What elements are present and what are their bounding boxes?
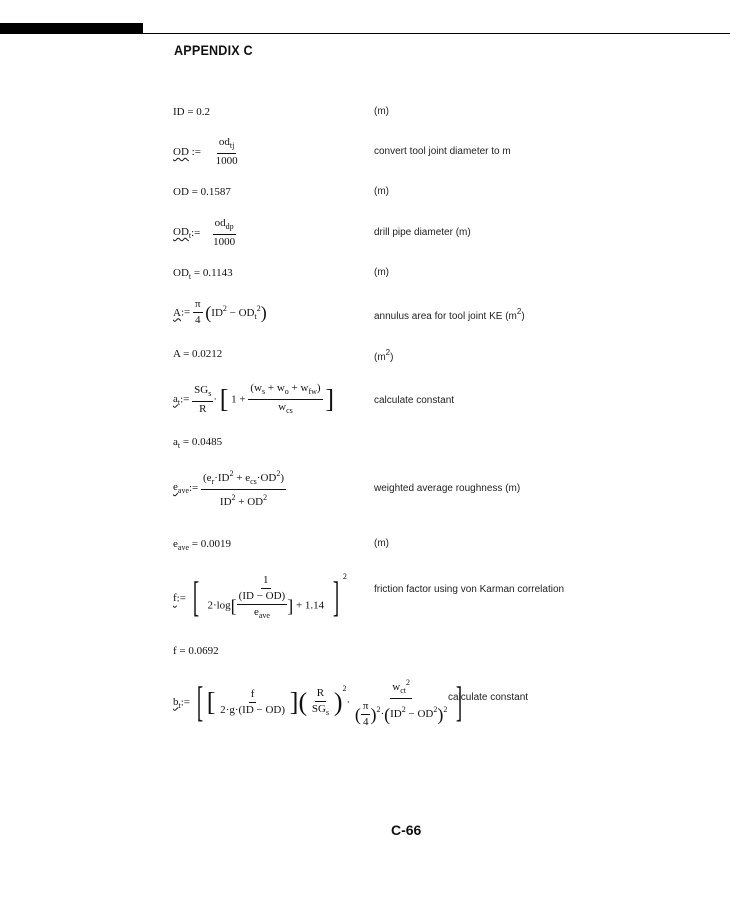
area-definition: A:= $\frac{\pi}{4}$ $(ID^2 - OD_t^2)$: [173, 298, 267, 326]
id-unit: (m): [374, 106, 389, 117]
f-note: friction factor using von Karman correlation: [374, 584, 565, 595]
eave-note: weighted average roughness (m): [374, 483, 521, 494]
eave-definition: $e_{ave}:=$ $\frac{(e_r\cdot ID^2 + e_{cs}\cdot OD^2)}{ID^2 + OD^2}$: [173, 469, 285, 508]
eave-value: $e_{ave} = 0.0019$: [173, 538, 231, 552]
area-unit: $(m^2)$: [374, 348, 394, 363]
f-definition: f:= [ 1 2·log[ $\frac{(ID - OD)}{e_{ave}}$ ] + 1.14 ] $^2$: [173, 572, 347, 622]
header-rule: [143, 33, 730, 34]
page-number: C-66: [391, 822, 422, 838]
od-note: convert tool joint diameter to m: [374, 146, 511, 157]
at-definition: $a_t:=$ $\frac{SG_s}{R}$ · [ 1 + $\frac{(w_s + w_o + w_{fw})}{w_{cs}}$ ]: [173, 382, 334, 415]
bt-note: calculate constant: [448, 692, 529, 703]
odt-note: drill pipe diameter (m): [374, 227, 471, 238]
od-definition: OD := $\frac{od_{tj}}{1000}$: [173, 136, 238, 167]
at-note: calculate constant: [374, 395, 455, 406]
od-unit: (m): [374, 186, 389, 197]
appendix-title: APPENDIX C: [174, 42, 253, 58]
odt-value: $OD_t = 0.1143$: [173, 267, 233, 281]
area-value: A = 0.0212: [173, 348, 223, 360]
id-value: ID = 0.2: [173, 106, 211, 118]
eave-unit: (m): [374, 538, 389, 549]
f-value: f = 0.0692: [173, 645, 219, 657]
area-note: annulus area for tool joint KE $(m^2)$: [374, 307, 525, 322]
at-value: $a_t = 0.0485$: [173, 436, 223, 450]
odt-definition: $OD_t:=$ $\frac{od_{dp}}{1000}$: [173, 217, 236, 248]
header-bar: [0, 23, 143, 34]
od-value: OD = 0.1587: [173, 186, 231, 198]
odt-unit: (m): [374, 267, 389, 278]
bt-definition: $b_t:=$ [ [ $\frac{f}{2\cdot g\cdot(ID - OD)}$ ]( $\frac{R}{SG_s}$ )$^2$· $w_{ct}^2$ ( $\frac{\pi}{4}$ )$^2\cdot(ID^2 - OD^2)^2$ ]: [173, 678, 463, 728]
